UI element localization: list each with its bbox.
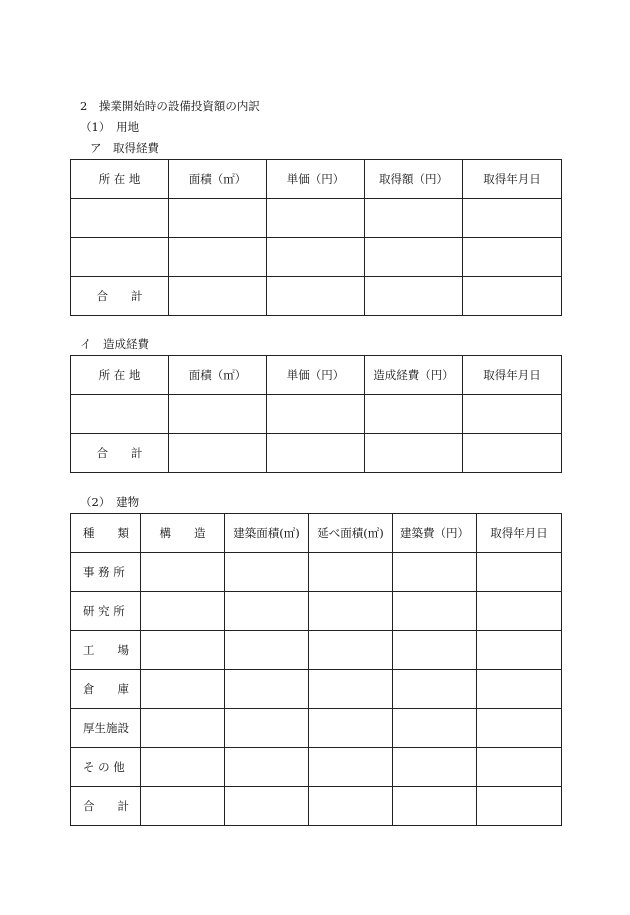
total-row <box>71 434 562 473</box>
table-cell[interactable] <box>141 709 225 748</box>
table-cell[interactable] <box>365 238 463 277</box>
table-cell[interactable] <box>463 277 562 316</box>
table-row <box>71 592 562 631</box>
column-header-unit-price: 単価（円） <box>267 160 365 199</box>
total-label: 合 計 <box>71 277 169 316</box>
table-cell[interactable] <box>225 748 309 787</box>
table-cell[interactable] <box>309 748 393 787</box>
table-cell[interactable] <box>169 199 267 238</box>
row-label-other: そ の 他 <box>71 748 141 787</box>
column-header-location: 所 在 地 <box>71 160 169 199</box>
table-row <box>71 631 562 670</box>
table-cell[interactable] <box>393 592 477 631</box>
development-cost-table <box>70 355 562 473</box>
column-header-structure: 構 造 <box>141 514 225 553</box>
table-row <box>71 709 562 748</box>
table-cell[interactable] <box>169 277 267 316</box>
table-cell[interactable] <box>71 238 169 277</box>
column-header-location: 所 在 地 <box>71 356 169 395</box>
table-cell[interactable] <box>141 670 225 709</box>
table-cell[interactable] <box>141 553 225 592</box>
column-header-acquisition-amount: 取得額（円） <box>365 160 463 199</box>
table-cell[interactable] <box>393 748 477 787</box>
table-cell[interactable] <box>225 670 309 709</box>
table-header-row <box>71 514 562 553</box>
table-cell[interactable] <box>477 592 562 631</box>
section-heading: 2 操業開始時の設備投資額の内訳 <box>80 99 260 113</box>
table-cell[interactable] <box>309 631 393 670</box>
acquisition-cost-heading: ア 取得経費 <box>90 141 159 155</box>
table-cell[interactable] <box>309 709 393 748</box>
table-cell[interactable] <box>463 199 562 238</box>
row-label-research-lab: 研 究 所 <box>71 592 141 631</box>
table-cell[interactable] <box>309 553 393 592</box>
table-cell[interactable] <box>267 395 365 434</box>
table-cell[interactable] <box>365 199 463 238</box>
column-header-total-floor-area: 延べ面積(㎡) <box>309 514 393 553</box>
acquisition-cost-table <box>70 159 562 316</box>
table-cell[interactable] <box>267 277 365 316</box>
table-cell[interactable] <box>169 238 267 277</box>
table-cell[interactable] <box>141 631 225 670</box>
table-cell[interactable] <box>463 238 562 277</box>
table-cell[interactable] <box>225 592 309 631</box>
table-cell[interactable] <box>477 631 562 670</box>
table-cell[interactable] <box>477 553 562 592</box>
column-header-acquisition-date: 取得年月日 <box>477 514 562 553</box>
column-header-construction-cost: 建築費（円） <box>393 514 477 553</box>
column-header-acquisition-date: 取得年月日 <box>463 160 562 199</box>
table-cell[interactable] <box>141 592 225 631</box>
table-cell[interactable] <box>393 709 477 748</box>
total-row <box>71 787 562 826</box>
table-cell[interactable] <box>365 434 463 473</box>
table-cell[interactable] <box>267 238 365 277</box>
table-header-row <box>71 356 562 395</box>
table-cell[interactable] <box>225 709 309 748</box>
buildings-table <box>70 513 562 826</box>
table-cell[interactable] <box>225 553 309 592</box>
table-cell[interactable] <box>463 434 562 473</box>
column-header-unit-price: 単価（円） <box>267 356 365 395</box>
table-cell[interactable] <box>169 434 267 473</box>
column-header-type: 種 類 <box>71 514 141 553</box>
table-cell[interactable] <box>225 631 309 670</box>
row-label-warehouse: 倉 庫 <box>71 670 141 709</box>
table-cell[interactable] <box>393 787 477 826</box>
table-row <box>71 238 562 277</box>
table-cell[interactable] <box>463 395 562 434</box>
table-cell[interactable] <box>141 787 225 826</box>
land-subheading: （1） 用地 <box>80 120 140 134</box>
table-cell[interactable] <box>71 395 169 434</box>
table-cell[interactable] <box>267 199 365 238</box>
total-label: 合 計 <box>71 434 169 473</box>
row-label-factory: 工 場 <box>71 631 141 670</box>
table-cell[interactable] <box>225 787 309 826</box>
row-label-welfare-facility: 厚生施設 <box>71 709 141 748</box>
column-header-building-area: 建築面積(㎡) <box>225 514 309 553</box>
table-cell[interactable] <box>309 592 393 631</box>
table-cell[interactable] <box>309 670 393 709</box>
table-row <box>71 553 562 592</box>
table-cell[interactable] <box>477 787 562 826</box>
table-cell[interactable] <box>393 670 477 709</box>
table-cell[interactable] <box>477 709 562 748</box>
table-cell[interactable] <box>267 434 365 473</box>
table-row <box>71 670 562 709</box>
column-header-development-cost: 造成経費（円） <box>365 356 463 395</box>
table-cell[interactable] <box>365 395 463 434</box>
table-cell[interactable] <box>477 748 562 787</box>
table-cell[interactable] <box>71 199 169 238</box>
table-cell[interactable] <box>393 553 477 592</box>
column-header-area: 面積（㎡） <box>169 160 267 199</box>
table-cell[interactable] <box>309 787 393 826</box>
table-cell[interactable] <box>393 631 477 670</box>
table-header-row <box>71 160 562 199</box>
table-cell[interactable] <box>141 748 225 787</box>
total-row <box>71 277 562 316</box>
table-row <box>71 199 562 238</box>
total-label: 合 計 <box>71 787 141 826</box>
buildings-subheading: （2） 建物 <box>80 495 140 509</box>
table-cell[interactable] <box>169 395 267 434</box>
table-row <box>71 395 562 434</box>
row-label-office: 事 務 所 <box>71 553 141 592</box>
column-header-acquisition-date: 取得年月日 <box>463 356 562 395</box>
table-cell[interactable] <box>477 670 562 709</box>
table-cell[interactable] <box>365 277 463 316</box>
development-cost-heading: イ 造成経費 <box>80 337 149 351</box>
table-row <box>71 748 562 787</box>
column-header-area: 面積（㎡） <box>169 356 267 395</box>
